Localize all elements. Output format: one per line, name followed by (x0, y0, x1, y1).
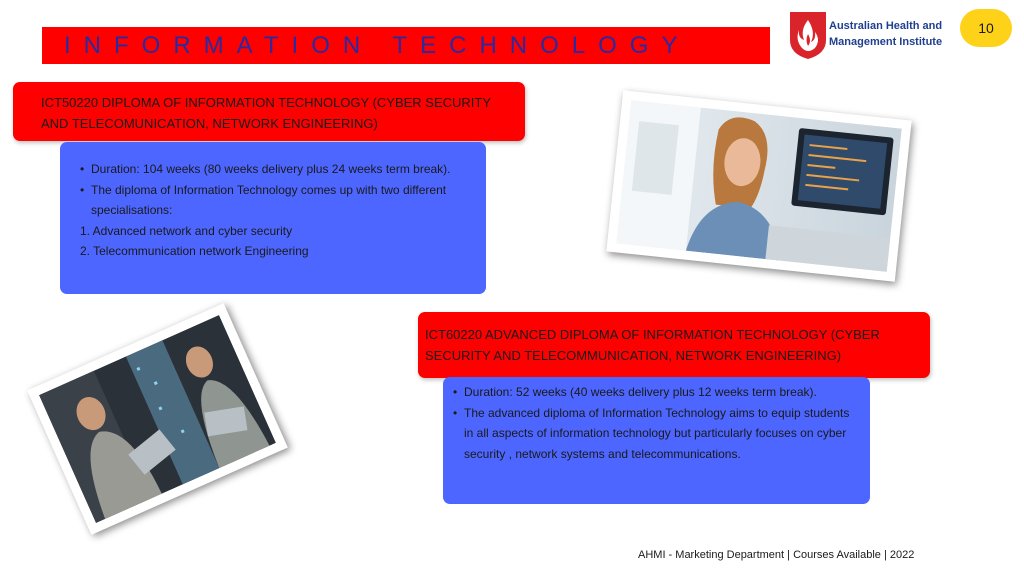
org-name-line1: Australian Health and (829, 20, 943, 32)
footer-text: AHMI - Marketing Department | Courses Available | 2022 (638, 549, 915, 561)
org-name-line2: Management Institute (829, 36, 943, 48)
course2-bullet-duration: • Duration: 52 weeks (40 weeks delivery plus 12 weeks term break). (453, 385, 817, 399)
page-number-badge: 10 (960, 9, 1012, 47)
course1-specialisation-2: 2. Telecommunication network Engineering (80, 244, 309, 258)
course1-specialisation-1: 1. Advanced network and cyber security (80, 223, 293, 238)
woman-at-computer-photo (606, 90, 911, 281)
page-title: INFORMATION TECHNOLOGY (42, 27, 770, 64)
course2-bullet-aims: • The advanced diploma of Information Technology aims to equip students in all aspects of information technology but particularly focuses on cyber security , network systems and telecommunications. (453, 405, 850, 461)
course1-details (60, 142, 486, 294)
man-in-server-room-photo (27, 303, 288, 535)
course1-bullet-specialisations: • The diploma of Information Technology comes up with two different specialisations: (80, 182, 447, 217)
flame-shield-logo-icon (788, 10, 828, 60)
course2-heading: ICT60220 ADVANCED DIPLOMA OF INFORMATION TECHNOLOGY (CYBER SECURITY AND TELECOMMUNICATION, NETWORK ENGINEERING) (418, 312, 930, 378)
course1-heading: ICT50220 DIPLOMA OF INFORMATION TECHNOLOGY (CYBER SECURITY AND TELECOMUNICATION, NETWORK ENGINEERING) (13, 82, 525, 141)
organisation-name (829, 18, 959, 50)
course1-bullet-duration: • Duration: 104 weeks (80 weeks delivery plus 24 weeks term break). (80, 162, 451, 176)
course2-details (443, 377, 870, 504)
